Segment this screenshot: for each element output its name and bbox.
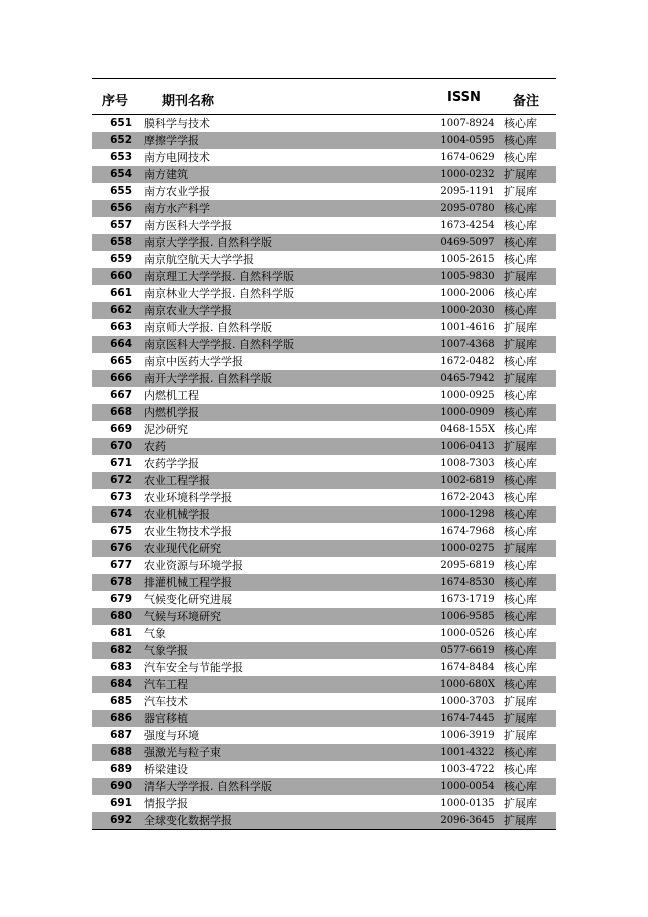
row-journal-name: 南京理工大学学报. 自然科学版 bbox=[144, 270, 294, 283]
row-note: 核心库 bbox=[504, 491, 537, 504]
row-journal-name: 南方医科大学学报 bbox=[144, 219, 232, 232]
row-journal-name: 南方建筑 bbox=[144, 168, 188, 181]
row-journal-name: 强激光与粒子束 bbox=[144, 746, 221, 759]
table-row bbox=[92, 676, 556, 693]
row-journal-name: 农药学学报 bbox=[144, 457, 199, 470]
table-row bbox=[92, 455, 556, 472]
table-row bbox=[92, 438, 556, 455]
row-issn: 1005-2615 bbox=[440, 254, 495, 265]
row-note: 核心库 bbox=[504, 661, 537, 674]
row-journal-name: 南方电网技术 bbox=[144, 151, 210, 164]
row-issn: 0465-7942 bbox=[440, 373, 495, 384]
row-issn: 1000-0135 bbox=[440, 798, 495, 809]
row-issn: 1673-4254 bbox=[440, 220, 495, 231]
row-note: 核心库 bbox=[504, 151, 537, 164]
table-row bbox=[92, 693, 556, 710]
row-journal-name: 清华大学学报. 自然科学版 bbox=[144, 780, 272, 793]
table-row bbox=[92, 574, 556, 591]
row-note: 核心库 bbox=[504, 525, 537, 538]
row-issn: 2096-3645 bbox=[440, 815, 495, 826]
row-issn: 1000-680X bbox=[439, 679, 496, 690]
row-journal-name: 摩擦学学报 bbox=[144, 134, 199, 147]
row-issn: 1001-4322 bbox=[440, 747, 495, 758]
table-row bbox=[92, 115, 556, 132]
row-issn: 1002-6819 bbox=[440, 475, 495, 486]
row-seq: 676 bbox=[110, 542, 132, 554]
row-issn: 1000-0232 bbox=[440, 169, 495, 180]
row-journal-name: 南开大学学报. 自然科学版 bbox=[144, 372, 272, 385]
row-seq: 677 bbox=[110, 559, 132, 571]
row-journal-name: 南京大学学报. 自然科学版 bbox=[144, 236, 272, 249]
row-issn: 1007-4368 bbox=[440, 339, 495, 350]
row-journal-name: 农药 bbox=[144, 440, 166, 453]
row-journal-name: 桥梁建设 bbox=[144, 763, 188, 776]
table-row bbox=[92, 353, 556, 370]
row-seq: 684 bbox=[110, 678, 132, 690]
row-journal-name: 气象学报 bbox=[144, 644, 188, 657]
table-row bbox=[92, 183, 556, 200]
row-issn: 1673-1719 bbox=[440, 594, 495, 605]
row-seq: 654 bbox=[110, 168, 132, 180]
row-issn: 1008-7303 bbox=[440, 458, 495, 469]
row-seq: 683 bbox=[110, 661, 132, 673]
row-journal-name: 泥沙研究 bbox=[144, 423, 188, 436]
row-seq: 653 bbox=[110, 151, 132, 163]
table-row bbox=[92, 744, 556, 761]
row-note: 扩展库 bbox=[504, 185, 537, 198]
row-seq: 679 bbox=[110, 593, 132, 605]
row-issn: 1674-7445 bbox=[440, 713, 495, 724]
row-seq: 675 bbox=[110, 525, 132, 537]
row-issn: 1000-2006 bbox=[440, 288, 495, 299]
row-issn: 1672-2043 bbox=[440, 492, 495, 503]
row-note: 核心库 bbox=[504, 117, 537, 130]
row-issn: 1007-8924 bbox=[440, 118, 495, 129]
row-seq: 690 bbox=[110, 780, 132, 792]
row-note: 核心库 bbox=[504, 304, 537, 317]
table-row bbox=[92, 268, 556, 285]
row-seq: 661 bbox=[110, 287, 132, 299]
table-row bbox=[92, 608, 556, 625]
row-issn: 1004-0595 bbox=[440, 135, 495, 146]
row-journal-name: 农业生物技术学报 bbox=[144, 525, 232, 538]
row-journal-name: 南京中医药大学学报 bbox=[144, 355, 243, 368]
row-journal-name: 全球变化数据学报 bbox=[144, 814, 232, 827]
row-journal-name: 排灌机械工程学报 bbox=[144, 576, 232, 589]
table-row bbox=[92, 200, 556, 217]
row-seq: 669 bbox=[110, 423, 132, 435]
table-row bbox=[92, 421, 556, 438]
row-seq: 660 bbox=[110, 270, 132, 282]
table-row bbox=[92, 557, 556, 574]
row-journal-name: 强度与环境 bbox=[144, 729, 199, 742]
row-seq: 658 bbox=[110, 236, 132, 248]
row-note: 核心库 bbox=[504, 423, 537, 436]
row-issn: 1000-1298 bbox=[440, 509, 495, 520]
row-seq: 678 bbox=[110, 576, 132, 588]
row-note: 核心库 bbox=[504, 236, 537, 249]
row-note: 核心库 bbox=[504, 219, 537, 232]
row-journal-name: 情报学报 bbox=[144, 797, 188, 810]
row-seq: 664 bbox=[110, 338, 132, 350]
table-row bbox=[92, 523, 556, 540]
row-issn: 2095-1191 bbox=[440, 186, 495, 197]
row-journal-name: 南京农业大学学报 bbox=[144, 304, 232, 317]
row-note: 核心库 bbox=[504, 576, 537, 589]
row-journal-name: 汽车技术 bbox=[144, 695, 188, 708]
table-row bbox=[92, 642, 556, 659]
row-seq: 657 bbox=[110, 219, 132, 231]
header-issn: ISSN bbox=[447, 90, 481, 105]
row-note: 核心库 bbox=[504, 508, 537, 521]
row-issn: 0468-155X bbox=[439, 424, 496, 435]
table-row bbox=[92, 761, 556, 778]
row-journal-name: 农业资源与环境学报 bbox=[144, 559, 243, 572]
row-journal-name: 内燃机工程 bbox=[144, 389, 199, 402]
row-note: 核心库 bbox=[504, 389, 537, 402]
header-seq: 序号 bbox=[102, 94, 129, 109]
row-seq: 685 bbox=[110, 695, 132, 707]
row-note: 核心库 bbox=[504, 627, 537, 640]
row-seq: 663 bbox=[110, 321, 132, 333]
row-seq: 686 bbox=[110, 712, 132, 724]
table-row bbox=[92, 795, 556, 812]
row-seq: 687 bbox=[110, 729, 132, 741]
row-journal-name: 气象 bbox=[144, 627, 166, 640]
row-seq: 662 bbox=[110, 304, 132, 316]
row-issn: 1001-4616 bbox=[440, 322, 495, 333]
row-seq: 673 bbox=[110, 491, 132, 503]
row-journal-name: 南京师大学报. 自然科学版 bbox=[144, 321, 272, 334]
row-journal-name: 农业机械学报 bbox=[144, 508, 210, 521]
row-note: 核心库 bbox=[504, 406, 537, 419]
row-issn: 2095-6819 bbox=[440, 560, 495, 571]
row-issn: 1674-0629 bbox=[440, 152, 495, 163]
row-issn: 1000-0054 bbox=[440, 781, 495, 792]
row-seq: 674 bbox=[110, 508, 132, 520]
row-note: 核心库 bbox=[504, 559, 537, 572]
table-row bbox=[92, 319, 556, 336]
row-issn: 1003-4722 bbox=[440, 764, 495, 775]
table-row bbox=[92, 778, 556, 795]
table-row bbox=[92, 404, 556, 421]
row-journal-name: 汽车安全与节能学报 bbox=[144, 661, 243, 674]
row-note: 核心库 bbox=[504, 474, 537, 487]
row-note: 扩展库 bbox=[504, 797, 537, 810]
row-issn: 1674-8484 bbox=[440, 662, 495, 673]
row-seq: 659 bbox=[110, 253, 132, 265]
row-note: 核心库 bbox=[504, 134, 537, 147]
row-issn: 2095-0780 bbox=[440, 203, 495, 214]
row-seq: 666 bbox=[110, 372, 132, 384]
table-row bbox=[92, 285, 556, 302]
row-seq: 689 bbox=[110, 763, 132, 775]
row-issn: 1006-3919 bbox=[440, 730, 495, 741]
row-note: 核心库 bbox=[504, 593, 537, 606]
row-journal-name: 南京航空航天大学学报 bbox=[144, 253, 254, 266]
table-row bbox=[92, 489, 556, 506]
row-issn: 1000-0526 bbox=[440, 628, 495, 639]
row-note: 核心库 bbox=[504, 610, 537, 623]
row-note: 核心库 bbox=[504, 780, 537, 793]
row-seq: 681 bbox=[110, 627, 132, 639]
row-note: 扩展库 bbox=[504, 321, 537, 334]
table-row bbox=[92, 506, 556, 523]
row-journal-name: 农业现代化研究 bbox=[144, 542, 221, 555]
row-seq: 691 bbox=[110, 797, 132, 809]
table-row bbox=[92, 812, 556, 829]
row-issn: 1000-0275 bbox=[440, 543, 495, 554]
table-row bbox=[92, 166, 556, 183]
row-seq: 652 bbox=[110, 134, 132, 146]
row-issn: 1672-0482 bbox=[440, 356, 495, 367]
row-note: 核心库 bbox=[504, 287, 537, 300]
row-seq: 656 bbox=[110, 202, 132, 214]
row-issn: 1000-3703 bbox=[440, 696, 495, 707]
row-note: 扩展库 bbox=[504, 814, 537, 827]
row-seq: 688 bbox=[110, 746, 132, 758]
row-issn: 0469-5097 bbox=[440, 237, 495, 248]
table-row bbox=[92, 710, 556, 727]
row-journal-name: 农业环境科学学报 bbox=[144, 491, 232, 504]
row-seq: 655 bbox=[110, 185, 132, 197]
row-note: 核心库 bbox=[504, 644, 537, 657]
row-note: 核心库 bbox=[504, 678, 537, 691]
table-row bbox=[92, 234, 556, 251]
header-journal-name: 期刊名称 bbox=[162, 94, 215, 109]
row-note: 核心库 bbox=[504, 763, 537, 776]
row-journal-name: 膜科学与技术 bbox=[144, 117, 210, 130]
table-header-row bbox=[92, 79, 556, 115]
journal-table bbox=[92, 78, 556, 830]
row-journal-name: 内燃机学报 bbox=[144, 406, 199, 419]
table-row bbox=[92, 132, 556, 149]
row-journal-name: 农业工程学报 bbox=[144, 474, 210, 487]
row-note: 核心库 bbox=[504, 253, 537, 266]
table-row bbox=[92, 625, 556, 642]
row-issn: 0577-6619 bbox=[440, 645, 495, 656]
row-note: 扩展库 bbox=[504, 542, 537, 555]
row-issn: 1000-0909 bbox=[440, 407, 495, 418]
row-seq: 651 bbox=[110, 117, 132, 129]
table-body bbox=[92, 115, 556, 829]
row-issn: 1674-8530 bbox=[440, 577, 495, 588]
header-note: 备注 bbox=[513, 94, 540, 109]
row-journal-name: 气候变化研究进展 bbox=[144, 593, 232, 606]
row-note: 核心库 bbox=[504, 202, 537, 215]
row-seq: 671 bbox=[110, 457, 132, 469]
row-issn: 1006-0413 bbox=[440, 441, 495, 452]
table-row bbox=[92, 472, 556, 489]
row-issn: 1006-9585 bbox=[440, 611, 495, 622]
row-issn: 1000-2030 bbox=[440, 305, 495, 316]
row-journal-name: 南京医科大学学报. 自然科学版 bbox=[144, 338, 294, 351]
row-issn: 1674-7968 bbox=[440, 526, 495, 537]
table-row bbox=[92, 302, 556, 319]
row-seq: 667 bbox=[110, 389, 132, 401]
row-seq: 672 bbox=[110, 474, 132, 486]
table-row bbox=[92, 336, 556, 353]
row-note: 核心库 bbox=[504, 746, 537, 759]
row-seq: 682 bbox=[110, 644, 132, 656]
table-row bbox=[92, 727, 556, 744]
row-seq: 670 bbox=[110, 440, 132, 452]
row-note: 扩展库 bbox=[504, 338, 537, 351]
table-row bbox=[92, 659, 556, 676]
table-bottom-rule bbox=[92, 829, 556, 830]
table-row bbox=[92, 370, 556, 387]
row-note: 扩展库 bbox=[504, 729, 537, 742]
row-journal-name: 南方农业学报 bbox=[144, 185, 210, 198]
row-note: 扩展库 bbox=[504, 168, 537, 181]
table-row bbox=[92, 251, 556, 268]
row-journal-name: 器官移植 bbox=[144, 712, 188, 725]
row-journal-name: 气候与环境研究 bbox=[144, 610, 221, 623]
table-row bbox=[92, 387, 556, 404]
row-journal-name: 南京林业大学学报. 自然科学版 bbox=[144, 287, 294, 300]
row-note: 扩展库 bbox=[504, 372, 537, 385]
row-note: 扩展库 bbox=[504, 712, 537, 725]
row-issn: 1000-0925 bbox=[440, 390, 495, 401]
row-note: 扩展库 bbox=[504, 270, 537, 283]
row-note: 扩展库 bbox=[504, 440, 537, 453]
table-row bbox=[92, 217, 556, 234]
table-row bbox=[92, 149, 556, 166]
row-journal-name: 南方水产科学 bbox=[144, 202, 210, 215]
row-seq: 692 bbox=[110, 814, 132, 826]
row-seq: 680 bbox=[110, 610, 132, 622]
row-seq: 668 bbox=[110, 406, 132, 418]
row-issn: 1005-9830 bbox=[440, 271, 495, 282]
row-seq: 665 bbox=[110, 355, 132, 367]
row-note: 核心库 bbox=[504, 355, 537, 368]
table-row bbox=[92, 591, 556, 608]
row-note: 扩展库 bbox=[504, 695, 537, 708]
row-note: 核心库 bbox=[504, 457, 537, 470]
row-journal-name: 汽车工程 bbox=[144, 678, 188, 691]
table-row bbox=[92, 540, 556, 557]
